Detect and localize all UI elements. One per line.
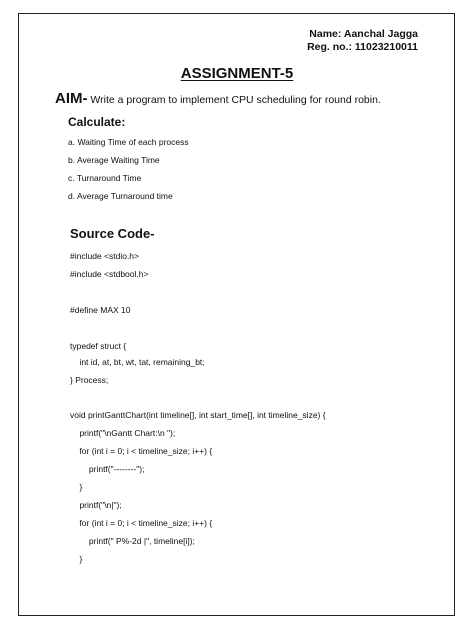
code-line: } <box>70 482 83 492</box>
code-line: void printGanttChart(int timeline[], int start_time[], int timeline_size) { <box>70 410 326 420</box>
calculate-item: c. Turnaround Time <box>68 173 142 183</box>
code-line: printf("\nGantt Chart:\n "); <box>70 428 176 438</box>
author-name: Name: Aanchal Jagga <box>309 28 418 40</box>
code-line: printf("--------"); <box>70 464 145 474</box>
calculate-item: a. Waiting Time of each process <box>68 137 189 147</box>
code-line: for (int i = 0; i < timeline_size; i++) { <box>70 518 213 528</box>
code-line: printf(" P%-2d |", timeline[i]); <box>70 536 195 546</box>
assignment-title: ASSIGNMENT-5 <box>180 65 294 82</box>
code-line: #include <stdbool.h> <box>70 269 149 279</box>
aim-statement <box>55 90 381 108</box>
code-line: printf("\n|"); <box>70 500 122 510</box>
source-code-heading: Source Code- <box>70 226 155 241</box>
aim-label: AIM- <box>55 90 88 107</box>
code-line: typedef struct { <box>70 341 127 351</box>
calculate-item: b. Average Waiting Time <box>68 155 160 165</box>
code-line: int id, at, bt, wt, tat, remaining_bt; <box>70 357 205 367</box>
calculate-heading: Calculate: <box>68 115 126 129</box>
code-line: for (int i = 0; i < timeline_size; i++) { <box>70 446 213 456</box>
calculate-item: d. Average Turnaround time <box>68 191 173 201</box>
code-line: #include <stdio.h> <box>70 251 139 261</box>
code-line: } Process; <box>70 375 109 385</box>
code-line: } <box>70 554 83 564</box>
code-line: #define MAX 10 <box>70 305 131 315</box>
registration-number: Reg. no.: 11023210011 <box>307 41 418 53</box>
aim-text: Write a program to implement CPU scheduling for round robin. <box>87 94 381 106</box>
